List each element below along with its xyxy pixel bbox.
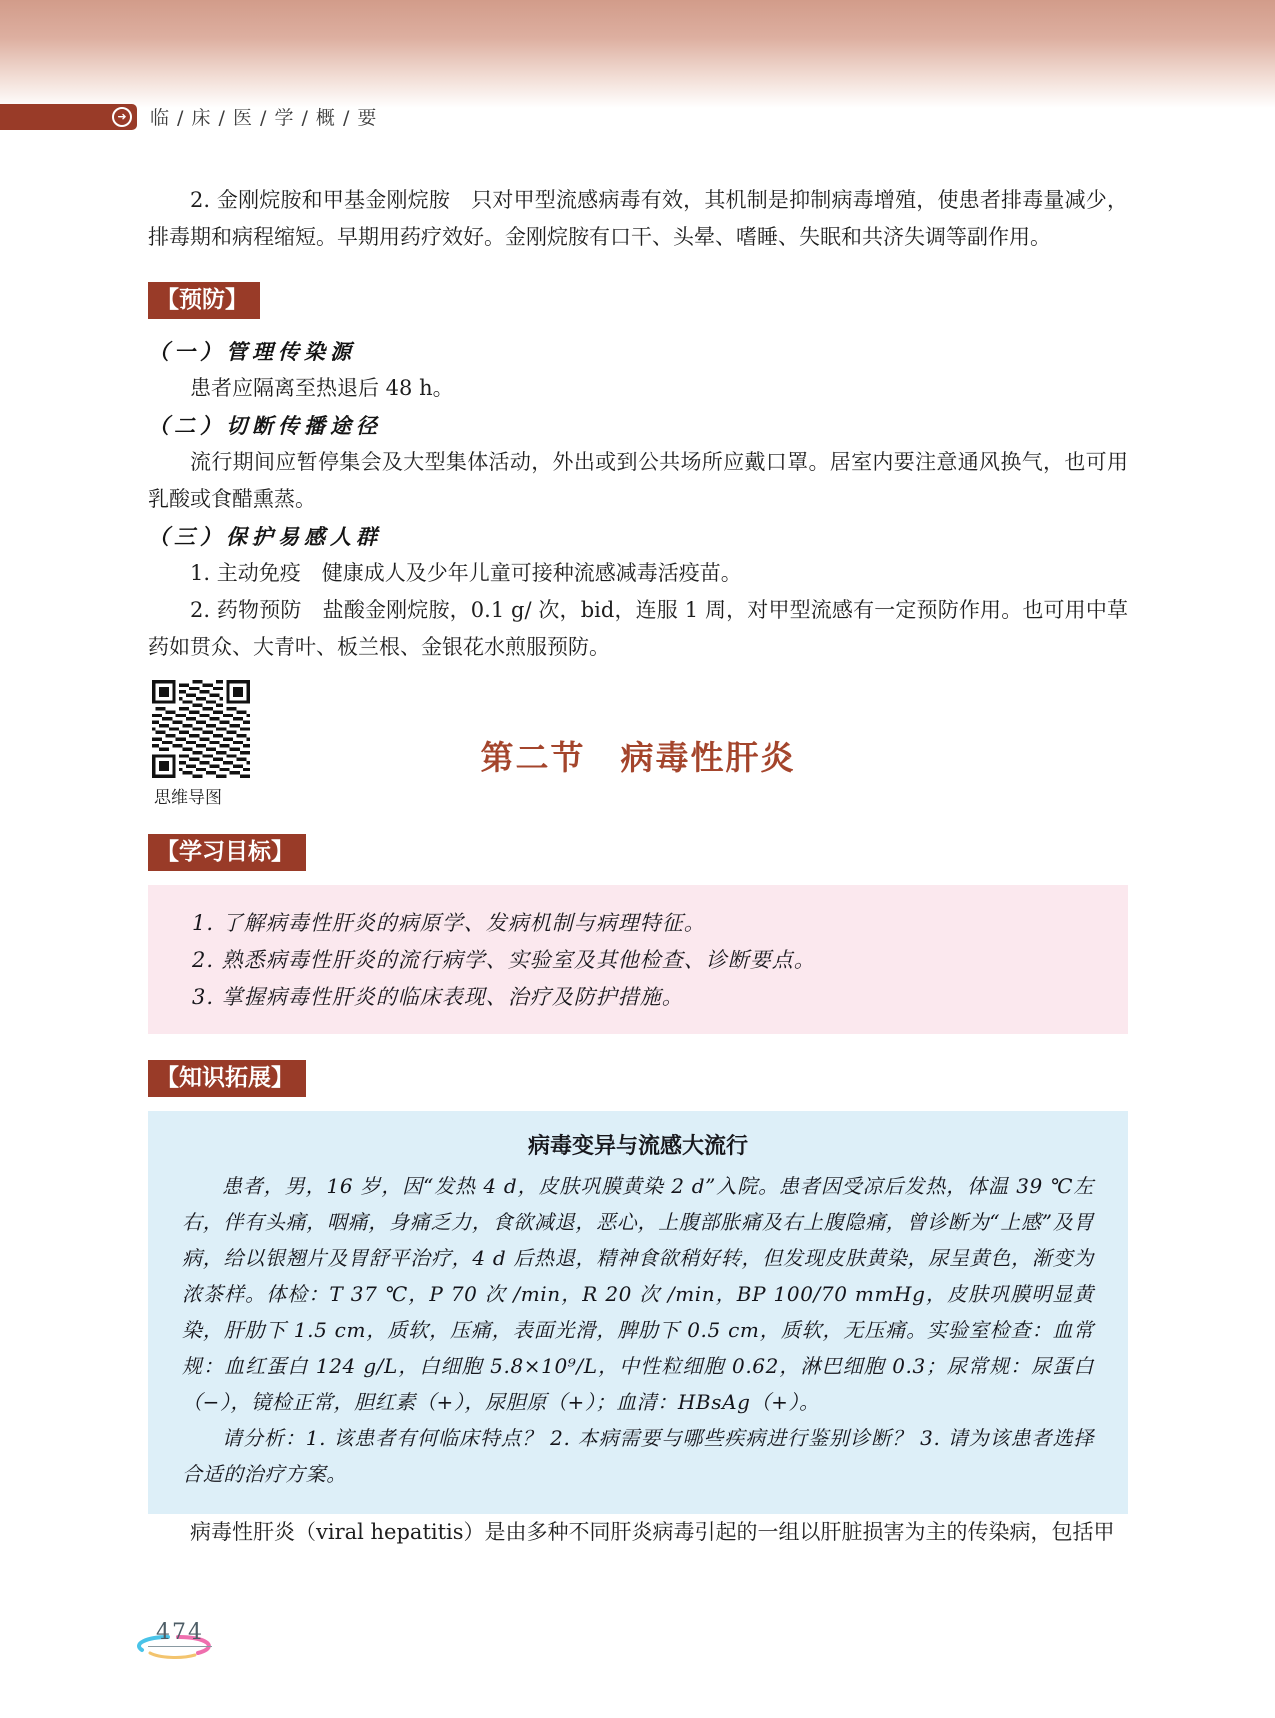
paragraph-drug-prophylaxis: 2. 药物预防 盐酸金刚烷胺，0.1 g/ 次，bid，连服 1 周，对甲型流感有一定预防作用。也可用中草药如贯众、大青叶、板兰根、金银花水煎服预防。	[148, 598, 1128, 659]
case-study-questions: 请分析：1. 该患者有何临床特点？ 2. 本病需要与哪些疾病进行鉴别诊断？ 3. 请为该患者选择合适的治疗方案。	[182, 1426, 1094, 1486]
page-top-gradient	[0, 0, 1275, 108]
section-title: 第二节 病毒性肝炎	[480, 738, 796, 777]
page-number: 474	[148, 1620, 212, 1647]
paragraph-active-immunity: 1. 主动免疫 健康成人及少年儿童可接种流感减毒活疫苗。	[190, 561, 742, 585]
header-accent-bar	[0, 104, 137, 130]
paragraph-isolation: 患者应隔离至热退后 48 h。	[190, 376, 454, 400]
case-study-title: 病毒变异与流感大流行	[527, 1134, 748, 1159]
arrow-right-icon: ➜	[112, 107, 132, 127]
objective-item: 2. 熟悉病毒性肝炎的流行病学、实验室及其他检查、诊断要点。	[192, 948, 816, 972]
subheading-manage-infection-source: （一）管理传染源	[148, 339, 356, 364]
paragraph-viral-hepatitis-intro: 病毒性肝炎（viral hepatitis）是由多种不同肝炎病毒引起的一组以肝脏损害为主的传染病，包括甲	[190, 1520, 1115, 1544]
objective-item: 3. 掌握病毒性肝炎的临床表现、治疗及防护措施。	[192, 985, 684, 1009]
page-content	[148, 182, 1128, 1551]
case-study-panel	[148, 1111, 1128, 1514]
subheading-cut-transmission: （二）切断传播途径	[148, 413, 382, 438]
page-footer	[140, 1620, 260, 1670]
case-study-description: 患者，男，16 岁，因“发热 4 d，皮肤巩膜黄染 2 d”入院。患者因受凉后发热，体温 39 ℃左右，伴有头痛，咽痛，身痛乏力，食欲减退，恶心，上腹部胀痛及右上腹隐痛，曾诊断为“上感”及胃病，给以银翘片及胃舒平治疗，4 d 后热退，精神食欲稍好转，但发现皮肤黄染，尿呈黄色，渐变为浓茶样。体检：T 37 ℃，P 70 次 /min，R 20 次 /min，BP 100/70 mmHg，皮肤巩膜明显黄染，肝肋下 1.5 cm，质软，压痛，表面光滑，脾肋下 0.5 cm，质软，无压痛。实验室检查：血常规：血红蛋白 124 g/L，白细胞 5.8×10⁹/L，中性粒细胞 0.62，淋巴细胞 0.3；尿常规：尿蛋白（−），镜检正常，胆红素（+），尿胆原（+）；血清：HBsAg（+）。	[182, 1174, 1094, 1414]
paragraph-amantadine: 2. 金刚烷胺和甲基金刚烷胺 只对甲型流感病毒有效，其机制是抑制病毒增殖，使患者排毒量减少，排毒期和病程缩短。早期用药疗效好。金刚烷胺有口干、头晕、嗜睡、失眠和共济失调等副作用。	[148, 188, 1128, 249]
objective-item: 1. 了解病毒性肝炎的病原学、发病机制与病理特征。	[192, 911, 706, 935]
prevention-section-header: 【预防】	[148, 282, 260, 319]
qr-code-label: 思维导图	[154, 788, 222, 808]
qr-code	[152, 680, 250, 778]
knowledge-expansion-header: 【知识拓展】	[148, 1060, 306, 1097]
section-title-row	[148, 680, 1128, 812]
paragraph-transmission: 流行期间应暂停集会及大型集体活动，外出或到公共场所应戴口罩。居室内要注意通风换气，也可用乳酸或食醋熏蒸。	[148, 450, 1128, 511]
book-title: 临 / 床 / 医 / 学 / 概 / 要	[150, 107, 378, 129]
learning-objectives-header: 【学习目标】	[148, 834, 306, 871]
learning-objectives-panel	[148, 885, 1128, 1034]
running-header	[0, 103, 377, 130]
subheading-protect-susceptible: （三）保护易感人群	[148, 524, 382, 549]
